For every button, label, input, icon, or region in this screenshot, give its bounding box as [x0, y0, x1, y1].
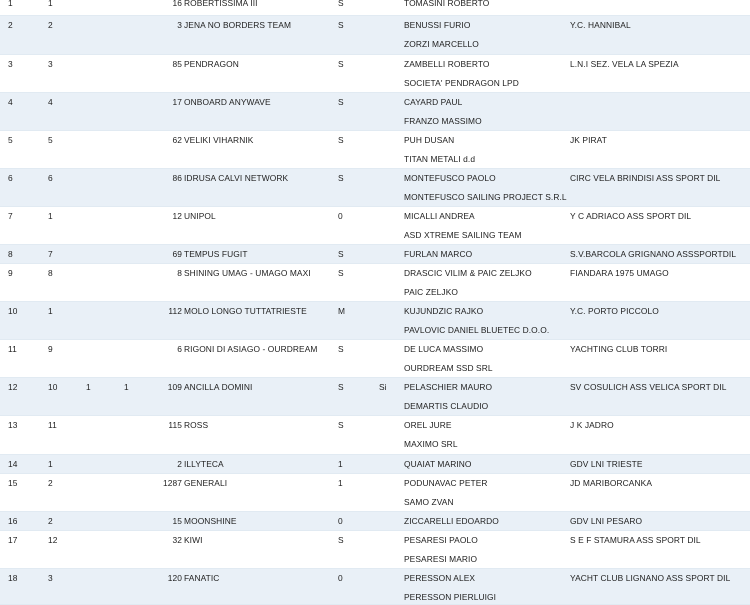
table-row: [0, 512, 750, 531]
class-position-cell: 2: [48, 516, 53, 526]
position-cell: 16: [8, 516, 18, 526]
class-position-cell: 10: [48, 382, 58, 392]
boat-name-cell: RIGONI DI ASIAGO - OURDREAM: [184, 344, 318, 354]
boat-name-cell: ROSS: [184, 420, 209, 430]
boat-name-cell: UNIPOL: [184, 211, 216, 221]
club-cell: FIANDARA 1975 UMAGO: [570, 268, 669, 278]
crew-name-cell: FURLAN MARCO: [404, 249, 473, 259]
category-cell: M: [338, 306, 346, 316]
crew-name-cell: TITAN METALI d.d: [404, 154, 476, 164]
sail-number-cell: 8: [177, 268, 182, 278]
boat-name-cell: MOLO LONGO TUTTATRIESTE: [184, 306, 307, 316]
position-cell: 4: [8, 97, 13, 107]
boat-name-cell: IDRUSA CALVI NETWORK: [184, 173, 289, 183]
table-row: [0, 207, 750, 245]
crew-name-cell: PAIC ZELJKO: [404, 287, 458, 297]
table-row: [0, 569, 750, 605]
position-cell: 10: [8, 306, 18, 316]
position-cell: 11: [8, 344, 17, 354]
position-cell: 18: [8, 573, 18, 583]
crew-name-cell: KUJUNDZIC RAJKO: [404, 306, 484, 316]
crew-name-cell: PERESSON PIERLUIGI: [404, 592, 497, 602]
boat-name-cell: TEMPUS FUGIT: [184, 249, 248, 259]
boat-name-cell: ANCILLA DOMINI: [184, 382, 253, 392]
table-row: [0, 16, 750, 55]
table-row: [0, 531, 750, 569]
position-cell: 3: [8, 59, 13, 69]
category-cell: S: [338, 0, 344, 8]
crew-name-cell: PESARESI MARIO: [404, 554, 478, 564]
position-cell: 9: [8, 268, 13, 278]
boat-name-cell: KIWI: [184, 535, 203, 545]
category-cell: S: [338, 268, 344, 278]
table-row: [0, 93, 750, 131]
category-cell: 0: [338, 516, 343, 526]
category-cell: 0: [338, 573, 343, 583]
boat-name-cell: ONBOARD ANYWAVE: [184, 97, 271, 107]
boat-name-cell: MOONSHINE: [184, 516, 237, 526]
category-cell: S: [338, 344, 344, 354]
class-position-cell: 7: [48, 249, 53, 259]
position-cell: 8: [8, 249, 13, 259]
crew-name-cell: SOCIETA' PENDRAGON LPD: [404, 78, 519, 88]
category-cell: S: [338, 535, 344, 545]
boat-name-cell: SHINING UMAG - UMAGO MAXI: [184, 268, 311, 278]
table-row: [0, 0, 750, 16]
category-cell: 1: [338, 478, 343, 488]
sail-number-cell: 6: [177, 344, 182, 354]
crew-name-cell: ASD XTREME SAILING TEAM: [404, 230, 522, 240]
table-row: [0, 474, 750, 512]
category-cell: S: [338, 20, 344, 30]
class-position-cell: 4: [48, 97, 53, 107]
position-cell: 15: [8, 478, 18, 488]
boat-name-cell: VELIKI VIHARNIK: [184, 135, 254, 145]
crew-name-cell: PUH DUSAN: [404, 135, 455, 145]
position-cell: 12: [8, 382, 18, 392]
extra-cell-a: 1: [86, 382, 91, 392]
crew-name-cell: DEMARTIS CLAUDIO: [404, 401, 489, 411]
boat-name-cell: JENA NO BORDERS TEAM: [184, 20, 292, 30]
boat-name-cell: GENERALI: [184, 478, 228, 488]
table-row: [0, 264, 750, 302]
category-cell: S: [338, 97, 344, 107]
category-cell: S: [338, 173, 344, 183]
category-cell: 1: [338, 459, 343, 469]
flag-cell: Si: [379, 382, 387, 392]
crew-name-cell: PAVLOVIC DANIEL BLUETEC D.O.O.: [404, 325, 550, 335]
class-position-cell: 1: [48, 0, 53, 8]
club-cell: GDV LNI PESARO: [570, 516, 643, 526]
sail-number-cell: 3: [177, 20, 182, 30]
club-cell: JD MARIBORCANKA: [570, 478, 653, 488]
crew-name-cell: OURDREAM SSD SRL: [404, 363, 493, 373]
extra-cell-b: 1: [124, 382, 129, 392]
class-position-cell: 3: [48, 573, 53, 583]
class-position-cell: 5: [48, 135, 53, 145]
club-cell: S E F STAMURA ASS SPORT DIL: [570, 535, 701, 545]
sail-number-cell: 86: [172, 173, 182, 183]
crew-name-cell: ZORZI MARCELLO: [404, 39, 479, 49]
club-cell: S.V.BARCOLA GRIGNANO ASSSPORTDIL: [570, 249, 737, 259]
sail-number-cell: 115: [168, 420, 182, 430]
club-cell: SV COSULICH ASS VELICA SPORT DIL: [570, 382, 727, 392]
sail-number-cell: 69: [172, 249, 182, 259]
crew-name-cell: PELASCHIER MAURO: [404, 382, 493, 392]
class-position-cell: 8: [48, 268, 53, 278]
boat-name-cell: ILLYTECA: [184, 459, 224, 469]
crew-name-cell: DRASCIC VILIM & PAIC ZELJKO: [404, 268, 532, 278]
position-cell: 14: [8, 459, 18, 469]
crew-name-cell: PESARESI PAOLO: [404, 535, 478, 545]
sail-number-cell: 1287: [162, 478, 182, 488]
crew-name-cell: PODUNAVAC PETER: [404, 478, 488, 488]
class-position-cell: 2: [48, 478, 53, 488]
category-cell: S: [338, 135, 344, 145]
table-row: [0, 302, 750, 340]
club-cell: YACHT CLUB LIGNANO ASS SPORT DIL: [570, 573, 731, 583]
position-cell: 1: [8, 0, 13, 8]
table-row: [0, 378, 750, 416]
boat-name-cell: PENDRAGON: [184, 59, 239, 69]
class-position-cell: 11: [48, 420, 57, 430]
position-cell: 17: [8, 535, 18, 545]
class-position-cell: 1: [48, 459, 53, 469]
crew-name-cell: BENUSSI FURIO: [404, 20, 471, 30]
club-cell: GDV LNI TRIESTE: [570, 459, 643, 469]
position-cell: 13: [8, 420, 18, 430]
position-cell: 5: [8, 135, 13, 145]
category-cell: S: [338, 420, 344, 430]
category-cell: S: [338, 249, 344, 259]
crew-name-cell: TOMASINI ROBERTO: [404, 0, 490, 8]
class-position-cell: 6: [48, 173, 53, 183]
crew-name-cell: SAMO ZVAN: [404, 497, 454, 507]
position-cell: 6: [8, 173, 13, 183]
club-cell: Y.C. PORTO PICCOLO: [570, 306, 659, 316]
crew-name-cell: MONTEFUSCO PAOLO: [404, 173, 496, 183]
table-row: [0, 55, 750, 93]
table-row: [0, 131, 750, 169]
club-cell: Y.C. HANNIBAL: [570, 20, 631, 30]
crew-name-cell: MICALLI ANDREA: [404, 211, 475, 221]
sail-number-cell: 17: [172, 97, 182, 107]
category-cell: 0: [338, 211, 343, 221]
sail-number-cell: 32: [172, 535, 182, 545]
table-row: [0, 169, 750, 207]
crew-name-cell: PERESSON ALEX: [404, 573, 476, 583]
sail-number-cell: 12: [172, 211, 182, 221]
position-cell: 2: [8, 20, 13, 30]
sail-number-cell: 16: [172, 0, 182, 8]
table-row: [0, 340, 750, 378]
crew-name-cell: CAYARD PAUL: [404, 97, 463, 107]
class-position-cell: 1: [48, 211, 53, 221]
class-position-cell: 3: [48, 59, 53, 69]
sail-number-cell: 62: [172, 135, 182, 145]
crew-name-cell: OREL JURE: [404, 420, 452, 430]
sail-number-cell: 109: [167, 382, 182, 392]
position-cell: 7: [8, 211, 13, 221]
sail-number-cell: 85: [172, 59, 182, 69]
club-cell: Y C ADRIACO ASS SPORT DIL: [570, 211, 692, 221]
sail-number-cell: 15: [172, 516, 182, 526]
class-position-cell: 2: [48, 20, 53, 30]
class-position-cell: 1: [48, 306, 53, 316]
crew-name-cell: DE LUCA MASSIMO: [404, 344, 484, 354]
club-cell: CIRC VELA BRINDISI ASS SPORT DIL: [570, 173, 721, 183]
sail-number-cell: 112: [168, 306, 182, 316]
crew-name-cell: QUAIAT MARINO: [404, 459, 472, 469]
table-row: [0, 245, 750, 264]
sail-number-cell: 2: [177, 459, 182, 469]
crew-name-cell: MONTEFUSCO SAILING PROJECT S.R.L: [404, 192, 567, 202]
class-position-cell: 12: [48, 535, 58, 545]
crew-name-cell: ZICCARELLI EDOARDO: [404, 516, 499, 526]
sail-number-cell: 120: [167, 573, 182, 583]
boat-name-cell: FANATIC: [184, 573, 220, 583]
boat-name-cell: ROBERTISSIMA III: [184, 0, 258, 8]
category-cell: S: [338, 382, 344, 392]
club-cell: JK PIRAT: [570, 135, 607, 145]
club-cell: L.N.I SEZ. VELA LA SPEZIA: [570, 59, 679, 69]
club-cell: J K JADRO: [570, 420, 614, 430]
category-cell: S: [338, 59, 344, 69]
table-row: [0, 416, 750, 455]
table-row: [0, 455, 750, 474]
crew-name-cell: FRANZO MASSIMO: [404, 116, 482, 126]
crew-name-cell: ZAMBELLI ROBERTO: [404, 59, 490, 69]
crew-name-cell: MAXIMO SRL: [404, 439, 458, 449]
class-position-cell: 9: [48, 344, 53, 354]
club-cell: YACHTING CLUB TORRI: [570, 344, 668, 354]
